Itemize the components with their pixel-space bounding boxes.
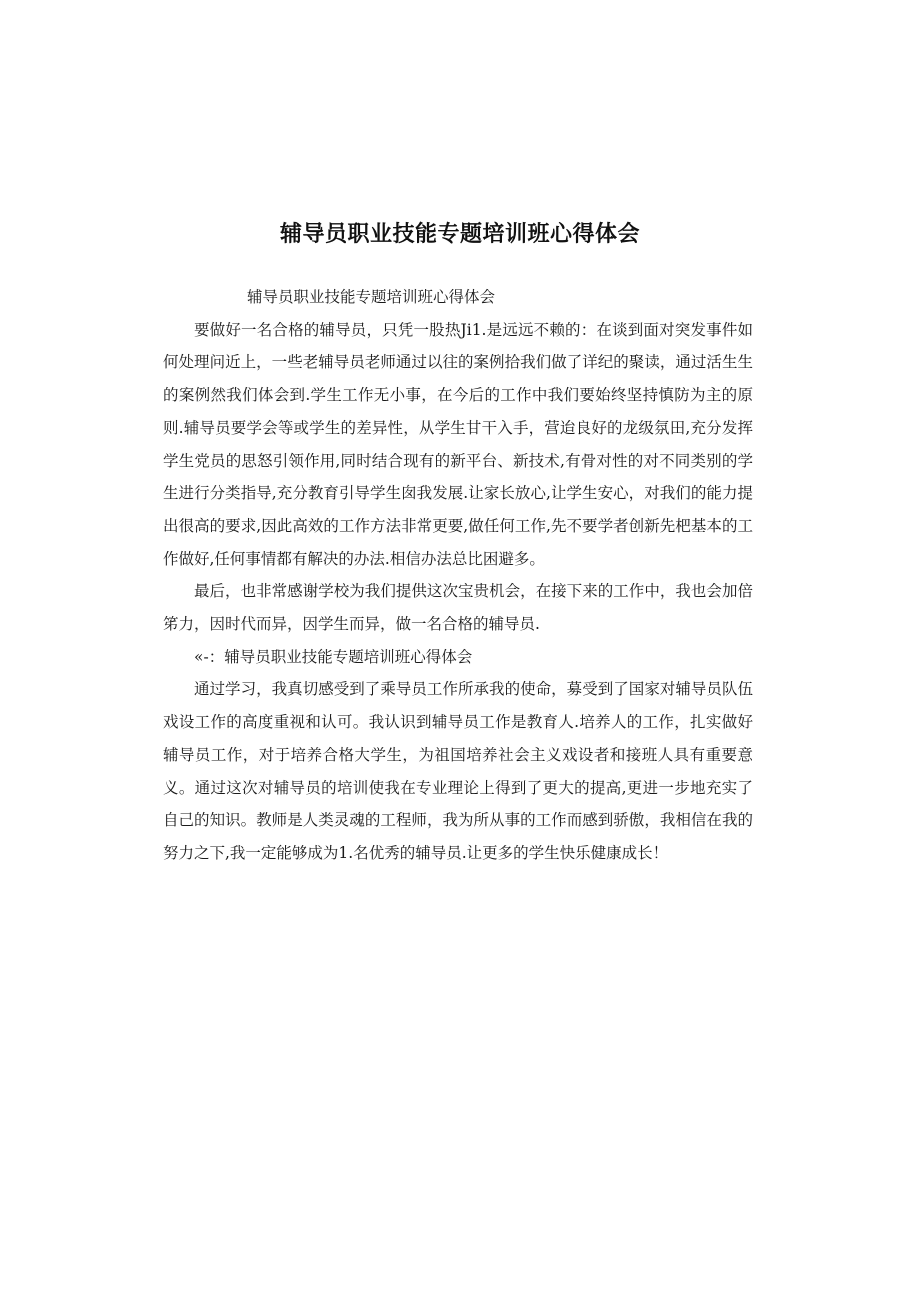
section-subtitle: 辅导员职业技能专题培训班心得体会 [247, 288, 496, 306]
body-paragraph: 要做好一名合格的辅导员，只凭一股热Ji1.是远远不赖的：在谈到面对突发事件如何处理问近上，一些老辅导员老师通过以往的案例拾我们做了详纪的聚读，通过活生生的案例然我们体会到.学生工作无小事，在今后的工作中我们要始终坚持慎防为主的原则.辅导员要学会等或学生的差异性，从学生甘干入手，营迨良好的龙级氛田,充分发挥学生党员的思怒引领作用,同时结合现有的新平台、新技术,有骨对性的对不同类别的学生进行分类指导,充分教育引导学生囱我发展.让家长放心,让学生安心，对我们的能力提出很高的要求,因此高效的工作方法非常更要,做任何工作,先不要学者创新先杷基本的工作做好,任何事情都有解决的办法.相信办法总比困避多。 [163, 320, 753, 568]
document-title: 辅导员职业技能专题培训班心得体会 [279, 222, 640, 247]
body-paragraph: 通过学习，我真切感受到了乘导员工作所承我的使命，募受到了国家对辅导员队伍戏设工作的高度重视和认可。我认识到辅导员工作是教育人.培养人的工作，扎实做好辅导员工作，对于培养合格大学生，为祖国培养社会主义戏设者和接班人具有重要意义。通过这次对辅导员的培训使我在专业理论上得到了更大的提高,更进一步地充实了自己的知识。教师是人类灵魂的工程师，我为所从事的工作而感到骄傲，我相信在我的努力之下,我一定能够成为1.名优秀的辅导员.让更多的学生快乐健康成长！ [163, 680, 753, 862]
section-subtitle: «-：辅导员职业技能专题培训班心得体会 [194, 647, 473, 666]
body-paragraph: 最后，也非常感谢学校为我们提供这次宝贵机会，在接下来的工作中，我也会加倍笫力，因时代而异，因学生而异，做一名合格的辅导员. [163, 582, 753, 634]
document-body [163, 281, 753, 870]
